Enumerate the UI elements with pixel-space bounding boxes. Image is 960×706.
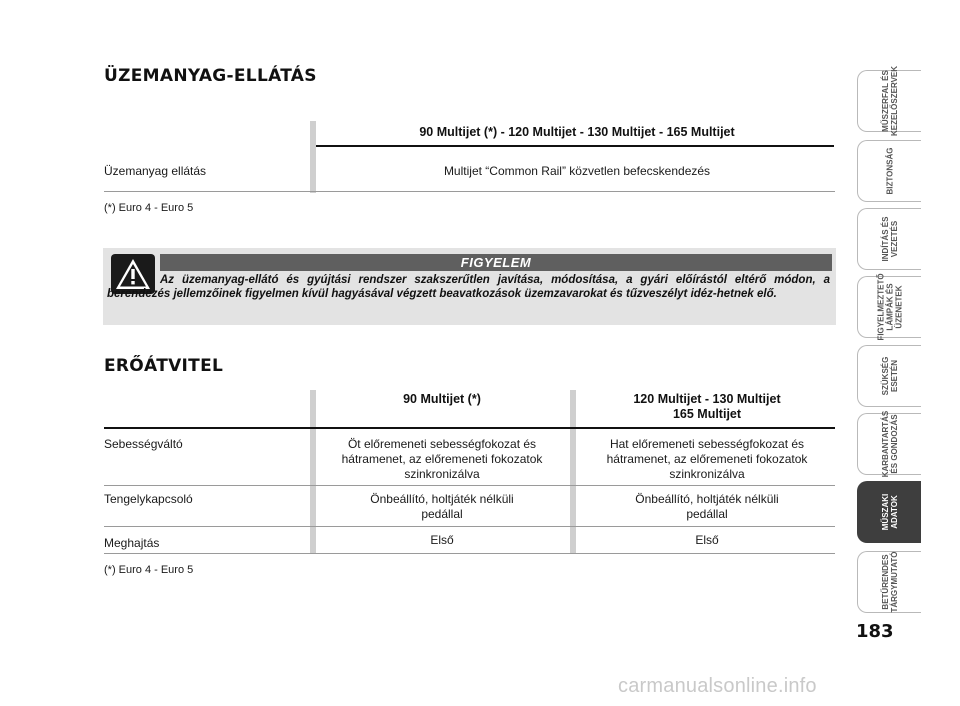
fuel-row-label: Üzemanyag ellátás: [104, 164, 207, 178]
warning-title: FIGYELEM: [460, 255, 532, 270]
col2-header-line1: 120 Multijet - 130 Multijet: [633, 392, 781, 406]
row-rule: [104, 191, 835, 192]
footnote: (*) Euro 4 - Euro 5: [104, 564, 194, 576]
drive-col1: Első: [430, 533, 454, 547]
tab-emergency[interactable]: [857, 345, 921, 407]
tab-maintenance[interactable]: [857, 410, 921, 478]
tab-instruments[interactable]: [857, 65, 921, 137]
gearbox-col1: Öt előremeneti sebességfokozat és hátramenet, az előremeneti fokozatok szinkronizálva: [341, 437, 543, 481]
row-label-drive: Meghajtás: [104, 536, 160, 550]
tab-technical-data[interactable]: [857, 481, 921, 543]
table-divider: [310, 390, 316, 554]
page-number: 183: [856, 621, 894, 642]
tab-label: BIZTONSÁG: [885, 147, 894, 195]
clutch-col1: Önbeállító, holtjáték nélküli pedállal: [370, 492, 514, 521]
row-label-gearbox: Sebességváltó: [104, 437, 183, 451]
table-divider: [570, 390, 576, 554]
tab-label: MŰSZAKI ADATOK: [880, 493, 899, 531]
tab-label: MŰSZERFAL ÉS KEZELŐSZERVEK: [880, 65, 899, 137]
tab-label: SZÜKSÉG ESETÉN: [880, 356, 899, 396]
section-title-transmission: ERŐÁTVITEL: [104, 356, 224, 376]
fuel-row-value: Multijet “Common Rail” közvetlen befecskendezés: [443, 164, 711, 178]
footnote: (*) Euro 4 - Euro 5: [104, 202, 194, 214]
tab-label: BETŰRENDES TÁRGYMUTATÓ: [880, 551, 899, 613]
tab-label: INDÍTÁS ÉS VEZETÉS: [880, 216, 899, 262]
col1-header: 90 Multijet (*): [403, 392, 481, 406]
tab-label: KARBANTARTÁS ÉS GONDOZÁS: [880, 410, 899, 478]
tab-index[interactable]: [857, 551, 921, 613]
row-label-clutch: Tengelykapcsoló: [104, 492, 193, 506]
fuel-table-header: 90 Multijet (*) - 120 Multijet - 130 Multijet - 165 Multijet: [419, 125, 735, 139]
header-rule: [316, 145, 834, 147]
gearbox-col2: Hat előremeneti sebességfokozat és hátramenet, az előremeneti fokozatok szinkronizálva: [606, 437, 808, 481]
drive-col2: Első: [695, 533, 719, 547]
tab-starting-driving[interactable]: [857, 208, 921, 270]
row-rule: [104, 553, 835, 554]
watermark: carmanualsonline.info: [618, 675, 817, 697]
warning-text: Az üzemanyag-ellátó és gyújtási rendszer szakszerűtlen javítása, módosítása, a gyári előírástól eltérő módon, a berendezés jellemzőinek figyelmen kívül hagyásával végzett beavatkozások üzemzavarokat és tűzveszélyt idéz-hetnek elő.: [107, 274, 830, 300]
table-divider: [310, 121, 316, 193]
tab-safety[interactable]: [857, 140, 921, 202]
tab-warning-lights[interactable]: [857, 273, 921, 341]
warning-title-bar: [160, 254, 832, 271]
header-rule: [104, 427, 835, 429]
section-title-fuel: ÜZEMANYAG-ELLÁTÁS: [104, 66, 317, 86]
tab-label: FIGYELMEZTETŐ LÁMPÁK ÉS ÜZENETEK: [876, 273, 903, 341]
row-rule: [104, 526, 835, 527]
col2-header-line2: 165 Multijet: [672, 407, 742, 421]
warning-box: [103, 248, 836, 325]
clutch-col2: Önbeállító, holtjáték nélküli pedállal: [635, 492, 779, 521]
row-rule: [104, 485, 835, 486]
